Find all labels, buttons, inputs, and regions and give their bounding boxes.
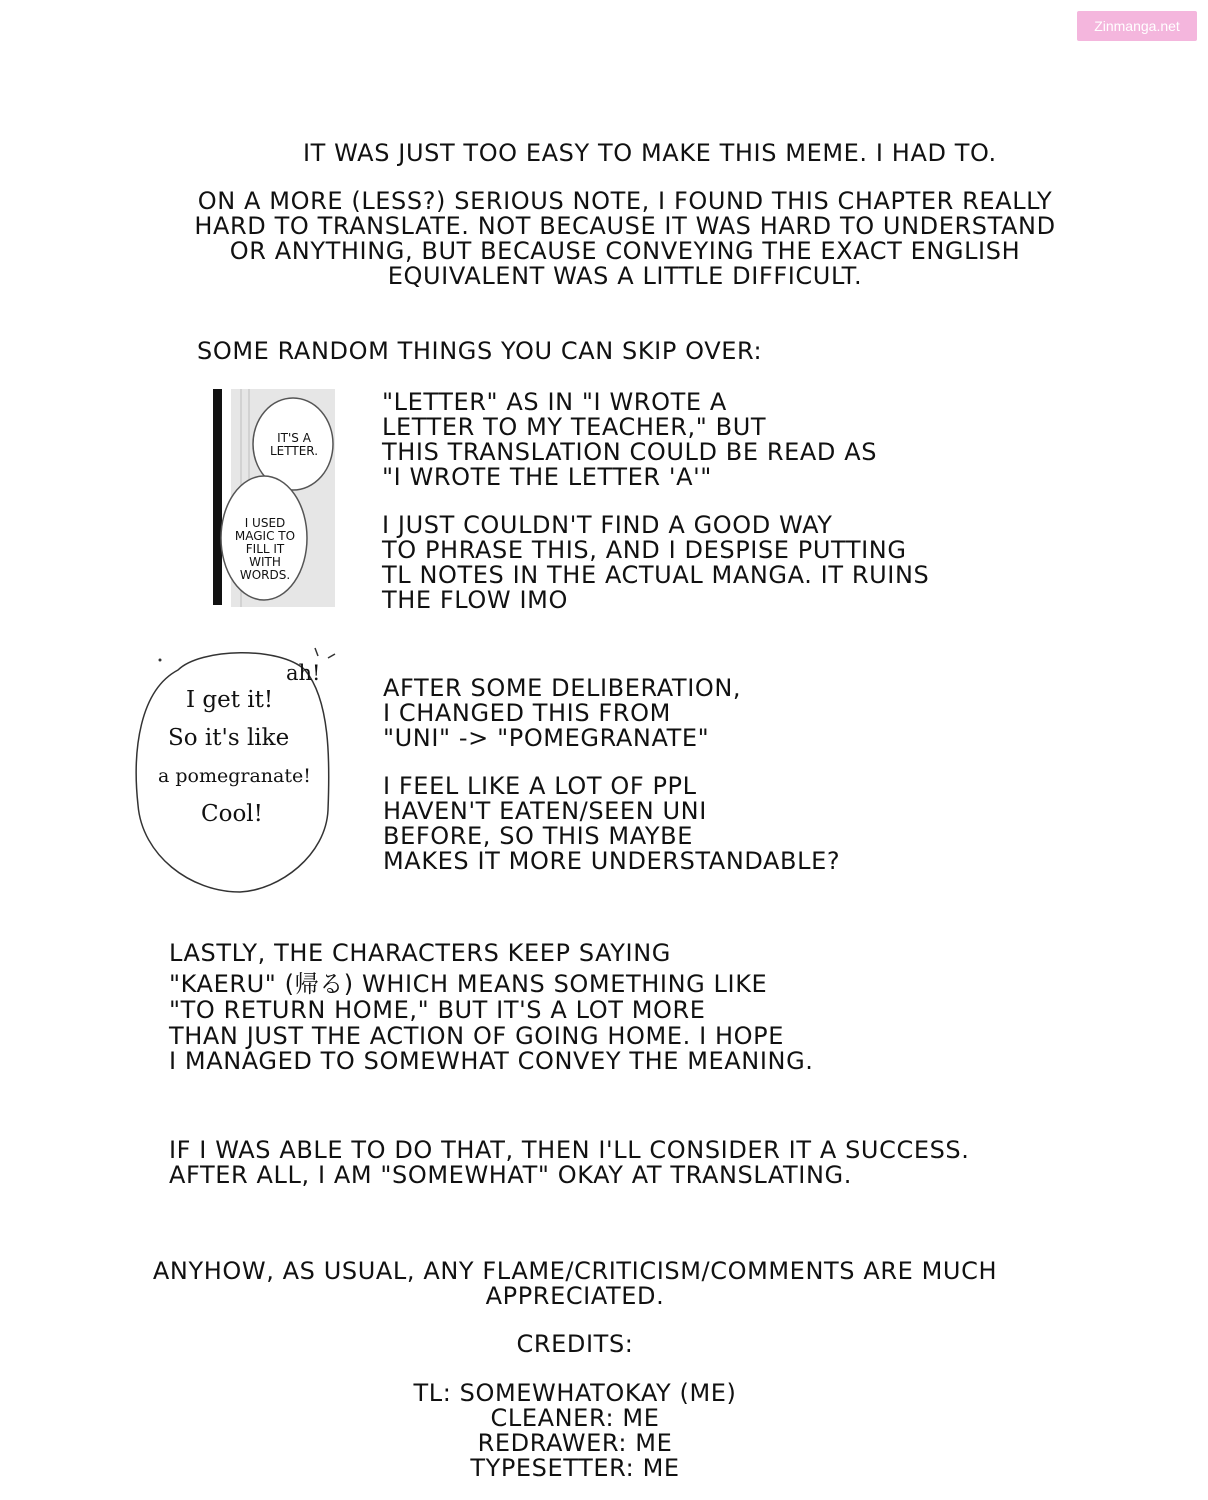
- credit-line: REDRAWER: ME: [477, 1429, 673, 1457]
- serious-note-line: ON A MORE (LESS?) SERIOUS NOTE, I FOUND THIS CHAPTER REALLY: [197, 187, 1053, 215]
- kaeru-note-line: "KAERU" (帰る) WHICH MEANS SOMETHING LIKE: [169, 970, 768, 998]
- uni-note-line: HAVEN'T EATEN/SEEN UNI: [383, 797, 707, 825]
- uni-note-line: BEFORE, SO THIS MAYBE: [383, 822, 693, 850]
- kaeru-note-line: LASTLY, THE CHARACTERS KEEP SAYING: [169, 939, 671, 967]
- serious-note-line: OR ANYTHING, BUT BECAUSE CONVEYING THE EXACT ENGLISH: [229, 237, 1021, 265]
- pomegranate-line: So it's like: [168, 725, 290, 751]
- pomegranate-line: a pomegranate!: [158, 765, 311, 787]
- letter-note-line: THE FLOW IMO: [382, 586, 568, 614]
- feedback-note-line: ANYHOW, AS USUAL, ANY FLAME/CRITICISM/COMMENTS ARE MUCH: [152, 1257, 998, 1285]
- bubble-line: WORDS.: [239, 568, 291, 582]
- credits-heading: CREDITS:: [516, 1330, 634, 1358]
- credit-line: TYPESETTER: ME: [470, 1454, 680, 1482]
- kaeru-note-line: THAN JUST THE ACTION OF GOING HOME. I HOPE: [169, 1022, 784, 1050]
- exclaim-ah: ah!: [286, 661, 321, 685]
- uni-note-line: I FEEL LIKE A LOT OF PPL: [383, 772, 697, 800]
- feedback-note-line: APPRECIATED.: [485, 1282, 665, 1310]
- serious-note-line: HARD TO TRANSLATE. NOT BECAUSE IT WAS HARD TO UNDERSTAND: [194, 212, 1056, 240]
- letter-note-line: LETTER TO MY TEACHER," BUT: [382, 413, 767, 441]
- uni-note-line: "UNI" -> "POMEGRANATE": [383, 724, 710, 752]
- bubble-its-a-letter: [263, 432, 325, 458]
- meme-line: IT WAS JUST TOO EASY TO MAKE THIS MEME. I HAD TO.: [303, 139, 997, 167]
- letter-note-line: I JUST COULDN'T FIND A GOOD WAY: [382, 511, 833, 539]
- uni-note-line: AFTER SOME DELIBERATION,: [383, 674, 742, 702]
- kaeru-note-line: I MANAGED TO SOMEWHAT CONVEY THE MEANING.: [169, 1047, 814, 1075]
- bubble-line: IT'S A: [277, 431, 311, 445]
- bubble-line: WITH: [249, 555, 281, 569]
- credit-line: CLEANER: ME: [490, 1404, 660, 1432]
- uni-note-line: I CHANGED THIS FROM: [383, 699, 671, 727]
- success-note-line: IF I WAS ABLE TO DO THAT, THEN I'LL CONSIDER IT A SUCCESS.: [169, 1136, 970, 1164]
- random-heading: SOME RANDOM THINGS YOU CAN SKIP OVER:: [197, 337, 763, 365]
- pomegranate-line: I get it!: [186, 687, 274, 713]
- bubble-line: MAGIC TO: [234, 529, 296, 543]
- serious-note-line: EQUIVALENT WAS A LITTLE DIFFICULT.: [387, 262, 863, 290]
- letter-note-line: TL NOTES IN THE ACTUAL MANGA. IT RUINS: [382, 561, 930, 589]
- bubble-line: I USED: [244, 516, 286, 530]
- letter-note-line: "LETTER" AS IN "I WROTE A: [382, 388, 727, 416]
- bubble-line: FILL IT: [245, 542, 285, 556]
- uni-note-line: MAKES IT MORE UNDERSTANDABLE?: [383, 847, 841, 875]
- letter-manga-panel: [211, 389, 335, 607]
- letter-note-line: TO PHRASE THIS, AND I DESPISE PUTTING: [382, 536, 907, 564]
- credit-line: TL: SOMEWHATOKAY (ME): [413, 1379, 737, 1407]
- kaeru-note-line: "TO RETURN HOME," BUT IT'S A LOT MORE: [169, 996, 706, 1024]
- bubble-line: LETTER.: [269, 444, 319, 458]
- success-note-line: AFTER ALL, I AM "SOMEWHAT" OKAY AT TRANSLATING.: [169, 1161, 852, 1189]
- letter-note-line: "I WROTE THE LETTER 'A'": [382, 463, 712, 491]
- watermark-badge: Zinmanga.net: [1077, 11, 1197, 41]
- letter-note-line: THIS TRANSLATION COULD BE READ AS: [382, 438, 878, 466]
- bubble-magic-words: [229, 517, 301, 582]
- pomegranate-line: Cool!: [201, 801, 263, 827]
